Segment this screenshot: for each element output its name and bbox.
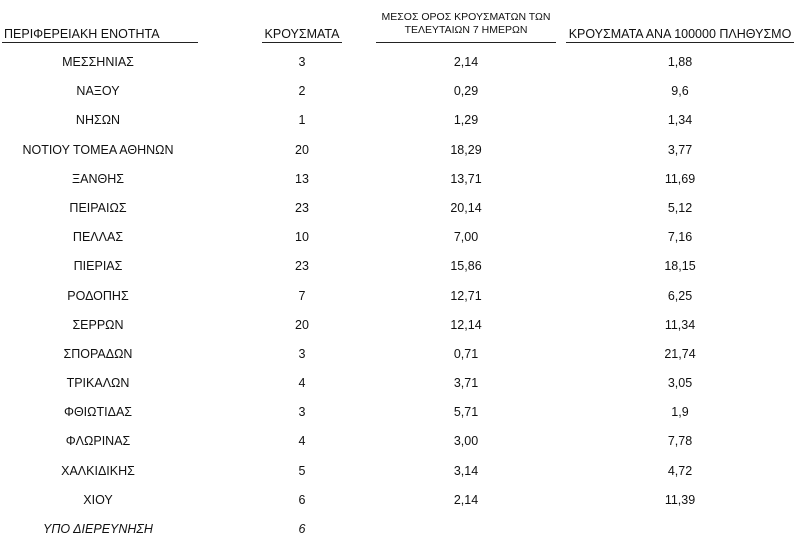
- table-row: [0, 79, 798, 108]
- cell-region: ΧΙΟΥ: [83, 492, 113, 507]
- cell-cases: 3: [298, 405, 306, 420]
- cell-region: ΠΕΛΛΑΣ: [72, 230, 124, 245]
- cell-per100k: 1,34: [667, 113, 693, 128]
- cell-cases: 23: [295, 259, 309, 274]
- cell-per100k: 5,12: [667, 200, 693, 215]
- cell-avg7: 2,14: [453, 492, 479, 507]
- cell-per100k: 1,88: [667, 55, 693, 69]
- table-row: [0, 50, 798, 79]
- cell-cases: 23: [295, 200, 309, 215]
- cell-region: ΜΕΣΣΗΝΙΑΣ: [62, 55, 134, 69]
- cell-cases: 3: [298, 346, 306, 361]
- header-avg7-line2: ΤΕΛΕΥΤΑΙΩΝ 7 ΗΜΕΡΩΝ: [404, 24, 528, 36]
- cell-cases: 3: [298, 55, 306, 69]
- header-cases: ΚΡΟΥΣΜΑΤΑ: [264, 27, 340, 41]
- header-per100k: ΚΡΟΥΣΜΑΤΑ ΑΝΑ 100000 ΠΛΗΘΥΣΜΟ: [568, 27, 792, 41]
- table-row: [0, 284, 798, 313]
- cell-avg7: 5,71: [453, 405, 479, 420]
- cell-cases: 10: [295, 230, 309, 245]
- cell-cases: 5: [298, 463, 306, 478]
- cell-region: ΝΟΤΙΟΥ ΤΟΜΕΑ ΑΘΗΝΩΝ: [22, 142, 174, 157]
- table-row: [0, 254, 798, 283]
- cell-per100k: 18,15: [664, 259, 696, 274]
- cell-avg7: 3,14: [453, 463, 479, 478]
- cell-cases: 6: [298, 492, 306, 507]
- cell-region: ΦΘΙΩΤΙΔΑΣ: [63, 405, 133, 420]
- cell-region: ΦΛΩΡΙΝΑΣ: [65, 434, 131, 449]
- table-row: [0, 196, 798, 225]
- table-row: [0, 108, 798, 137]
- cell-region: ΝΗΣΩΝ: [75, 113, 121, 128]
- cell-avg7: 13,71: [450, 171, 482, 186]
- table-row: [0, 313, 798, 342]
- cell-region: ΠΙΕΡΙΑΣ: [73, 259, 123, 274]
- cell-cases: 20: [295, 142, 309, 157]
- cell-cases: 4: [298, 434, 306, 449]
- cell-per100k: 7,16: [667, 230, 693, 245]
- header-underline: [566, 42, 794, 43]
- cell-cases: 2: [298, 84, 306, 99]
- cell-per100k: 6,25: [667, 288, 693, 303]
- cell-cases: 20: [295, 317, 309, 332]
- header-region: ΠΕΡΙΦΕΡΕΙΑΚΗ ΕΝΟΤΗΤΑ: [4, 27, 160, 41]
- table-row: [0, 138, 798, 167]
- cell-region: ΞΑΝΘΗΣ: [72, 171, 124, 186]
- cell-cases: 6: [298, 522, 306, 536]
- cell-region: ΧΑΛΚΙΔΙΚΗΣ: [61, 463, 135, 478]
- table-body: [0, 50, 798, 546]
- header-underline: [376, 42, 556, 43]
- cell-per100k: 1,9: [671, 405, 689, 420]
- cell-per100k: 21,74: [664, 346, 696, 361]
- cell-cases: 4: [298, 376, 306, 391]
- cell-per100k: 7,78: [667, 434, 693, 449]
- cell-region: ΥΠΟ ΔΙΕΡΕΥΝΗΣΗ: [43, 522, 153, 536]
- table-row: [0, 429, 798, 458]
- header-underline: [2, 42, 198, 43]
- cell-avg7: 18,29: [450, 142, 482, 157]
- cell-per100k: 3,77: [667, 142, 693, 157]
- cell-per100k: 11,34: [664, 317, 696, 332]
- cell-avg7: 2,14: [453, 55, 479, 69]
- table-row: [0, 371, 798, 400]
- cell-avg7: 15,86: [450, 259, 482, 274]
- cell-region: ΠΕΙΡΑΙΩΣ: [69, 200, 127, 215]
- table-row: [0, 342, 798, 371]
- cell-region: ΝΑΞΟΥ: [76, 84, 120, 99]
- cell-cases: 1: [298, 113, 306, 128]
- cell-avg7: 3,00: [453, 434, 479, 449]
- table-row: [0, 225, 798, 254]
- header-avg7: [376, 11, 556, 37]
- header-avg7-line1: ΜΕΣΟΣ ΟΡΟΣ ΚΡΟΥΣΜΑΤΩΝ ΤΩΝ: [381, 11, 551, 23]
- cell-region: ΤΡΙΚΑΛΩΝ: [66, 376, 130, 391]
- cell-per100k: 3,05: [667, 376, 693, 391]
- cell-avg7: 20,14: [450, 200, 482, 215]
- cell-avg7: 0,71: [453, 346, 479, 361]
- cell-avg7: 12,71: [450, 288, 482, 303]
- cell-per100k: 11,69: [664, 171, 696, 186]
- table-row: [0, 517, 798, 546]
- cell-avg7: 12,14: [450, 317, 482, 332]
- cell-cases: 13: [295, 171, 309, 186]
- cell-per100k: 9,6: [671, 84, 689, 99]
- cell-avg7: 0,29: [453, 84, 479, 99]
- table-row: [0, 167, 798, 196]
- cell-region: ΣΠΟΡΑΔΩΝ: [63, 346, 133, 361]
- cell-avg7: 1,29: [453, 113, 479, 128]
- table-row: [0, 459, 798, 488]
- cell-region: ΡΟΔΟΠΗΣ: [67, 288, 129, 303]
- header-underline: [262, 42, 342, 43]
- cell-region: ΣΕΡΡΩΝ: [72, 317, 124, 332]
- cell-avg7: 3,71: [453, 376, 479, 391]
- cell-per100k: 11,39: [664, 492, 696, 507]
- cell-cases: 7: [298, 288, 306, 303]
- table-row: [0, 400, 798, 429]
- cell-avg7: 7,00: [453, 230, 479, 245]
- cell-per100k: 4,72: [667, 463, 693, 478]
- table-row: [0, 488, 798, 517]
